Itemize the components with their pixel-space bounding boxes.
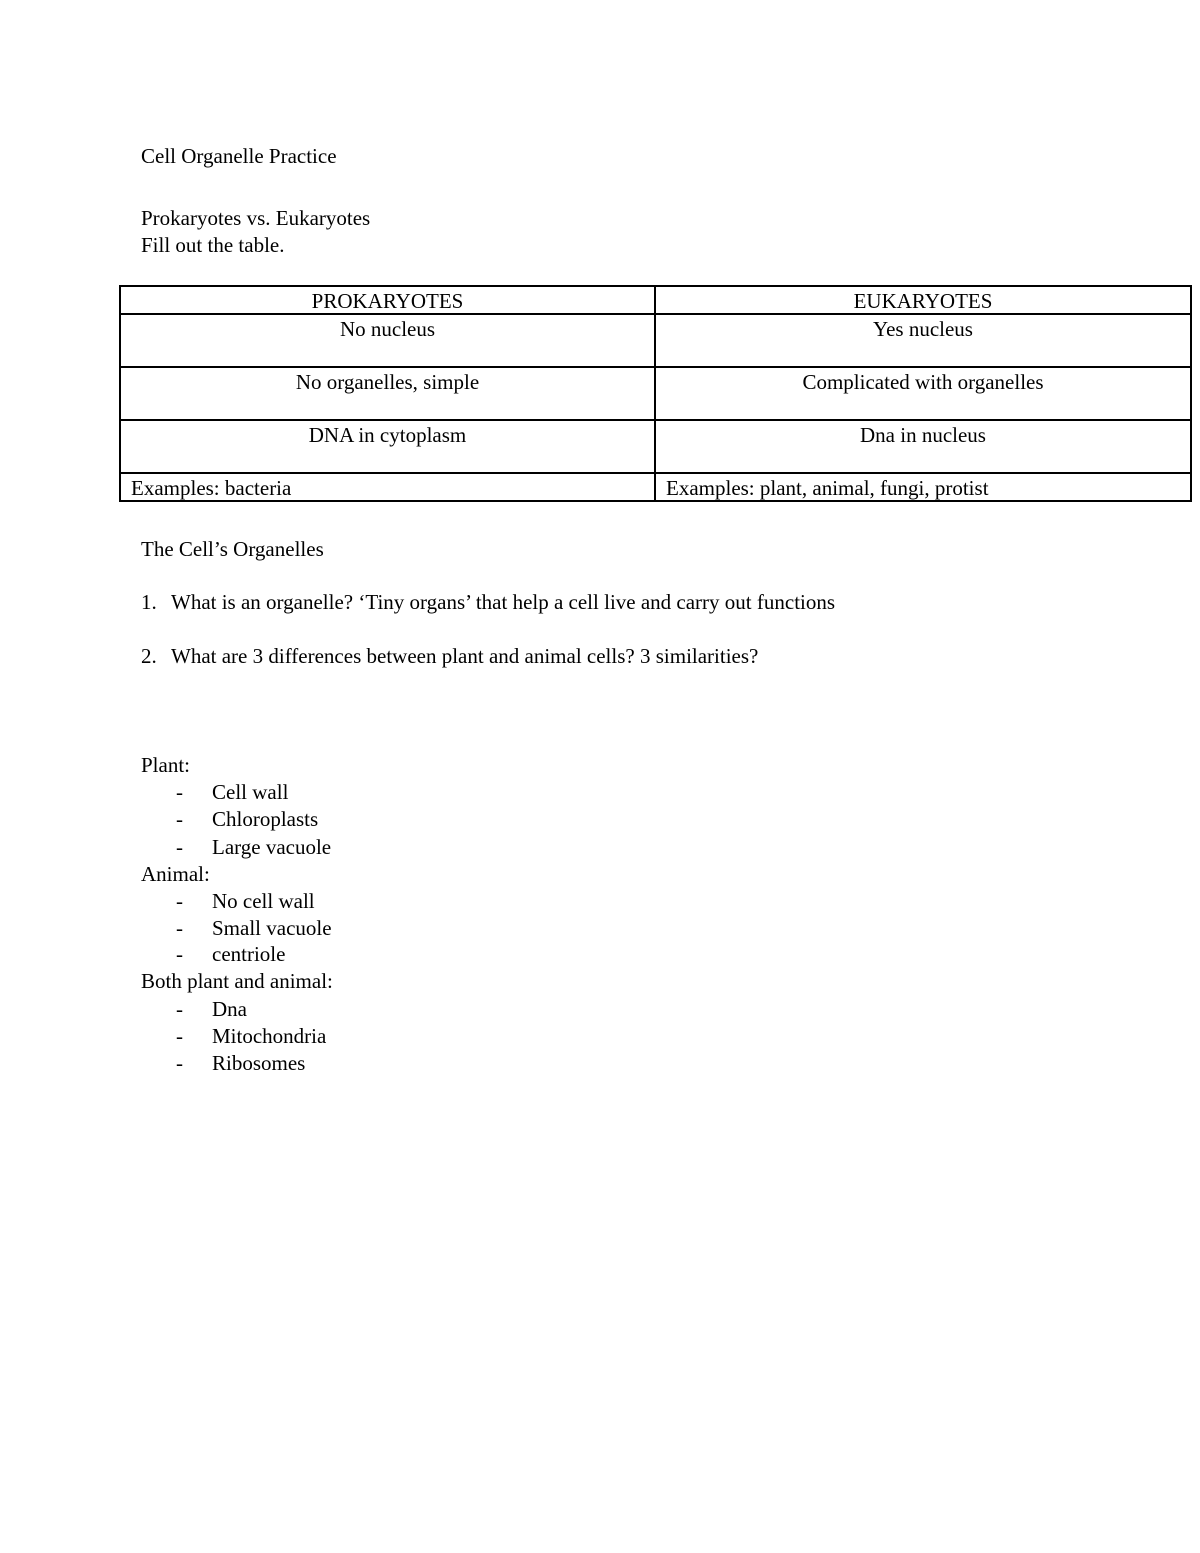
table-row	[120, 420, 1191, 473]
subtitle: Prokaryotes vs. Eukaryotes	[141, 206, 371, 230]
comparison-table	[119, 285, 1192, 502]
table-header-row	[120, 286, 1191, 314]
list-item: - Ribosomes	[176, 1051, 306, 1075]
question-number: 1.	[141, 590, 157, 614]
examples-eukaryotes: Examples: plant, animal, fungi, protist	[655, 473, 1191, 501]
header-prokaryotes: PROKARYOTES	[120, 286, 655, 314]
table-cell: No nucleus	[120, 314, 655, 367]
section-title: The Cell’s Organelles	[141, 537, 324, 561]
plant-label: Plant:	[141, 753, 191, 777]
list-item: - Chloroplasts	[176, 807, 319, 831]
table-cell: DNA in cytoplasm	[120, 420, 655, 473]
question-text: What is an organelle? ‘Tiny organs’ that help a cell live and carry out functions	[171, 590, 836, 614]
question-text: What are 3 differences between plant and animal cells? 3 similarities?	[171, 644, 759, 668]
both-label: Both plant and animal:	[141, 969, 333, 993]
table-cell: No organelles, simple	[120, 367, 655, 420]
list-item: - Mitochondria	[176, 1024, 327, 1048]
instruction: Fill out the table.	[141, 233, 285, 257]
table-row	[120, 367, 1191, 420]
table-cell: Dna in nucleus	[655, 420, 1191, 473]
table-cell: Complicated with organelles	[655, 367, 1191, 420]
question-1	[141, 592, 835, 613]
question-number: 2.	[141, 644, 157, 668]
animal-label: Animal:	[141, 862, 210, 886]
list-item: - Dna	[176, 997, 247, 1021]
list-item: - Large vacuole	[176, 835, 332, 859]
list-item: - centriole	[176, 942, 286, 966]
examples-prokaryotes: Examples: bacteria	[120, 473, 655, 501]
table-row-examples	[120, 473, 1191, 501]
header-eukaryotes: EUKARYOTES	[655, 286, 1191, 314]
list-item: - No cell wall	[176, 889, 315, 913]
list-item: - Cell wall	[176, 780, 289, 804]
question-2	[141, 646, 758, 667]
list-item: - Small vacuole	[176, 916, 332, 940]
table-cell: Yes nucleus	[655, 314, 1191, 367]
page-title: Cell Organelle Practice	[141, 144, 337, 168]
table-row	[120, 314, 1191, 367]
